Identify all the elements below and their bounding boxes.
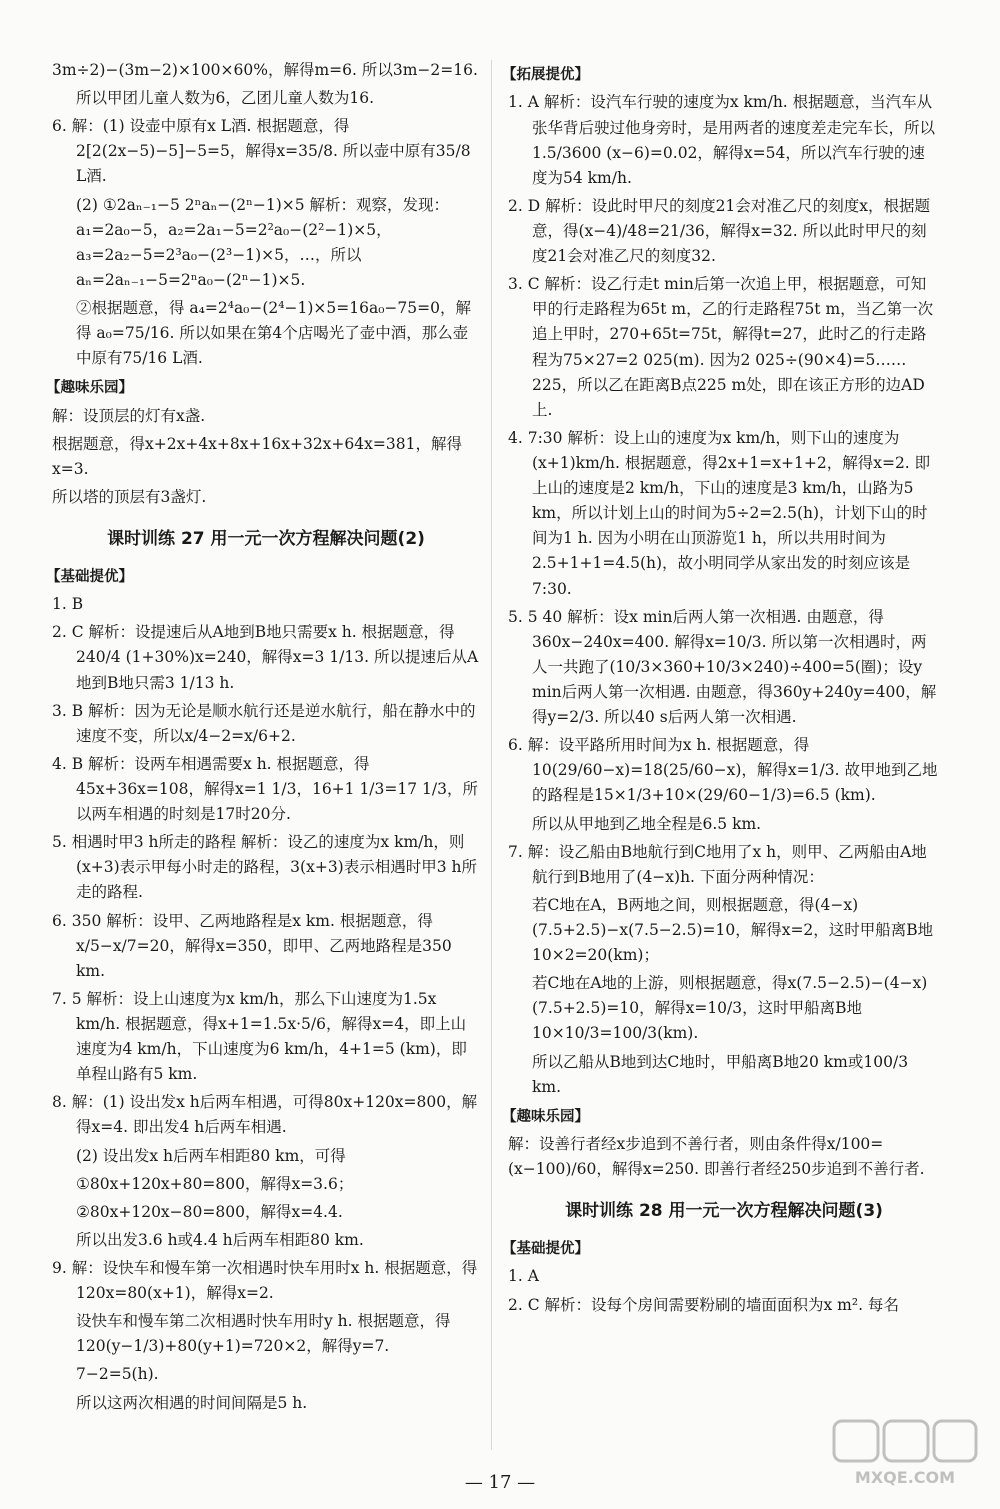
ext-item-6: 所以从甲地到乙地全程是6.5 km. [532,814,762,833]
basic-item-10: ②80x+120x−80=800，解得x=4.4. [76,1202,343,1221]
basic-item-15: 所以这两次相遇的时间间隔是5 h. [76,1393,308,1412]
lesson-28-title: 课时训练 28 用一元一次方程解决问题(3) [565,1201,883,1222]
fun-right-line-0: 解：设善行者经x步追到不善行者，则由条件得x/100=(x−100)/60，解得x=250. 即善行者经250步追到不善行者. [508,1135,925,1179]
watermark-text: MXQE.COM [854,1468,956,1487]
basic-item-5: 6. 350 解析：设甲、乙两地路程是x km. 根据题意，得x/5−x/7=20，解得x=350，即甲、乙两地路程是350 km. [52,911,452,980]
basic-item-3: 4. B 解析：设两车相遇需要x h. 根据题意，得45x+36x=108，解得x=1 1/3，16+1 1/3=17 1/3，所以两车相遇的时刻是17时20分. [52,754,478,824]
basic-right-item-0: 1. A [508,1267,539,1286]
basic-item-8: (2) 设出发x h后两车相距80 km，可得 [76,1146,346,1165]
basic-item-4: 5. 相遇时甲3 h所走的路程 解析：设乙的速度为x km/h，则(x+3)表示甲每小时走的路程，3(x+3)表示相遇时甲3 h所走的路程. [52,833,478,902]
basic-header-right: 【基础提优】 [502,1240,589,1257]
left-para-4: ②根据题意，得 a₄=2⁴a₀−(2⁴−1)×5=16a₀−75=0，解得 a₀=75/16. 所以如果在第4个店喝光了壶中酒，那么壶中原有75/16 L酒. [76,298,471,368]
basic-item-14: 7−2=5(h). [76,1365,159,1384]
ext-item-9: 若C地在A地的上游，则根据题意，得x(7.5−2.5)−(4−x)(7.5+2.5)=10，解得x=10/3，这时甲船离B地10×10/3=100/3(km). [532,974,928,1043]
basic-item-11: 所以出发3.6 h或4.4 h后两车相距80 km. [76,1230,364,1249]
basic-item-1: 2. C 解析：设提速后从A地到B地只需要x h. 根据题意，得240/4 (1+30%)x=240，解得x=3 1/13. 所以提速后从A地到B地只需3 1/13 h. [52,623,479,692]
ext-item-4: 5. 5 40 解析：设x min后两人第一次相遇. 由题意，得360x−240x=400. 解得x=10/3. 所以第一次相遇时，两人一共跑了(10/3×360+10/3×240)÷400=5(圈)；设y min后两人第一次相遇. 由题意，得360y+240y=400，解得y=2/3. 所以40 s后两人第一次相遇. [508,607,937,727]
left-para-3: (2) ①2aₙ₋₁−5 2ⁿaₙ−(2ⁿ−1)×5 解析：观察，发现：a₁=2a₀−5，a₂=2a₁−5=2²a₀−(2²−1)×5，a₃=2a₂−5=2³a₀−(2³−1)×5，…，所以 aₙ=2aₙ₋₁−5=2ⁿa₀−(2ⁿ−1)×5. [76,195,450,289]
basic-item-7: 8. 解：(1) 设出发x h后两车相遇，可得80x+120x=800，解得x=4. 即出发4 h后两车相遇. [52,1093,478,1137]
basic-item-0: 1. B [52,595,84,614]
ext-item-10: 所以乙船从B地到达C地时，甲船离B地20 km或100/3 km. [532,1052,909,1096]
right-column [502,58,940,1321]
ext-item-0: 1. A 解析：设汽车行驶的速度为x km/h. 根据题意，当汽车从张华背后驶过他身旁时，是用两者的速度差走完车长，所以1.5/3600 (x−6)=0.02，解得x=54，所以汽车行驶的速度为54 km/h. [508,93,936,187]
ext-item-5: 6. 解：设平路所用时间为x h. 根据题意，得10(29/60−x)=18(25/60−x)，解得x=1/3. 故甲地到乙地的路程是15×1/3+10×(29/60−1/3)=6.5 (km). [508,736,938,805]
fun-header-left: 【趣味乐园】 [46,380,133,397]
ext-item-2: 3. C 解析：设乙行走t min后第一次追上甲，根据题意，可知甲的行走路程为65t m，乙的行走路程75t m，当乙第一次追上甲时，270+65t=75t，解得t=27，此时乙的行走路程为75×27=2 025(m). 因为2 025÷(90×4)=5……225，所以乙在距离B点225 m处，即在该正方形的边AD上. [508,275,934,419]
left-para-1: 所以甲团儿童人数为6，乙团儿童人数为16. [76,89,375,108]
fun-line-1: 根据题意，得x+2x+4x+8x+16x+32x+64x=381，解得x=3. [52,434,462,479]
ext-item-7: 7. 解：设乙船由B地航行到C地用了x h，则甲、乙两船由A地航行到B地用了(4−x)h. 下面分两种情况： [508,842,927,886]
basic-item-2: 3. B 解析：因为无论是顺水航行还是逆水航行，船在静水中的速度不变，所以x/4−2=x/6+2. [52,701,476,745]
ext-item-1: 2. D 解析：设此时甲尺的刻度21会对准乙尺的刻度x，根据题意，得(x−4)/48=21/36，解得x=32. 所以此时甲尺的刻度21会对准乙尺的刻度32. [508,196,931,266]
left-para-0: 3m÷2)−(3m−2)×100×60%，解得m=6. 所以3m−2=16. [52,61,478,79]
page-number: — 17 — [464,1472,536,1493]
column-divider [491,60,492,1450]
left-para-2: 6. 解：(1) 设壶中原有x L酒. 根据题意，得2[2(2x−5)−5]−5=5，解得x=35/8. 所以壶中原有35/8 L酒. [52,117,471,186]
watermark-icon [830,1417,980,1489]
fun-line-0: 解：设顶层的灯有x盏. [52,406,206,425]
basic-item-6: 7. 5 解析：设上山速度为x km/h，那么下山速度为1.5x km/h. 根据题意，得x+1=1.5x·5/6，解得x=4，即上山速度为4 km/h，下山速度为6 km/h，4+1=5 (km)，即单程山路有5 km. [52,989,467,1084]
ext-item-3: 4. 7:30 解析：设上山的速度为x km/h，则下山的速度为(x+1)km/h. 根据题意，得2x+1=x+1+2，解得x=2. 即上山的速度是2 km/h，下山的速度是3 km/h，山路为5 km，所以计划上山的时间为5÷2=2.5(h)，计划下山的时间为1 h. 因为小明在山顶游览1 h，所以共用时间为2.5+1+1=4.5(h)，故小明同学从家出发的时刻应该是7:30. [508,428,931,598]
ext-item-8: 若C地在A，B两地之间，则根据题意，得(4−x)(7.5+2.5)−x(7.5−2.5)=10，解得x=2，这时甲船离B地10×2=20(km)； [532,895,934,965]
fun-header-right: 【趣味乐园】 [502,1108,589,1125]
ext-header: 【拓展提优】 [502,67,589,83]
lesson-27-title: 课时训练 27 用一元一次方程解决问题(2) [107,529,425,550]
basic-right-item-1: 2. C 解析：设每个房间需要粉刷的墙面面积为x m². 每名 [508,1295,899,1314]
basic-header-left: 【基础提优】 [46,568,133,585]
basic-item-9: ①80x+120x+80=800，解得x=3.6； [76,1174,354,1193]
left-column [46,58,480,1419]
watermark-logo [830,1417,980,1489]
basic-item-12: 9. 解：设快车和慢车第一次相遇时快车用时x h. 根据题意，得120x=80(x+1)，解得x=2. [52,1258,478,1303]
basic-item-13: 设快车和慢车第二次相遇时快车用时y h. 根据题意，得120(y−1/3)+80(y+1)=720×2，解得y=7. [76,1312,451,1356]
fun-line-2: 所以塔的顶层有3盏灯. [52,488,207,507]
